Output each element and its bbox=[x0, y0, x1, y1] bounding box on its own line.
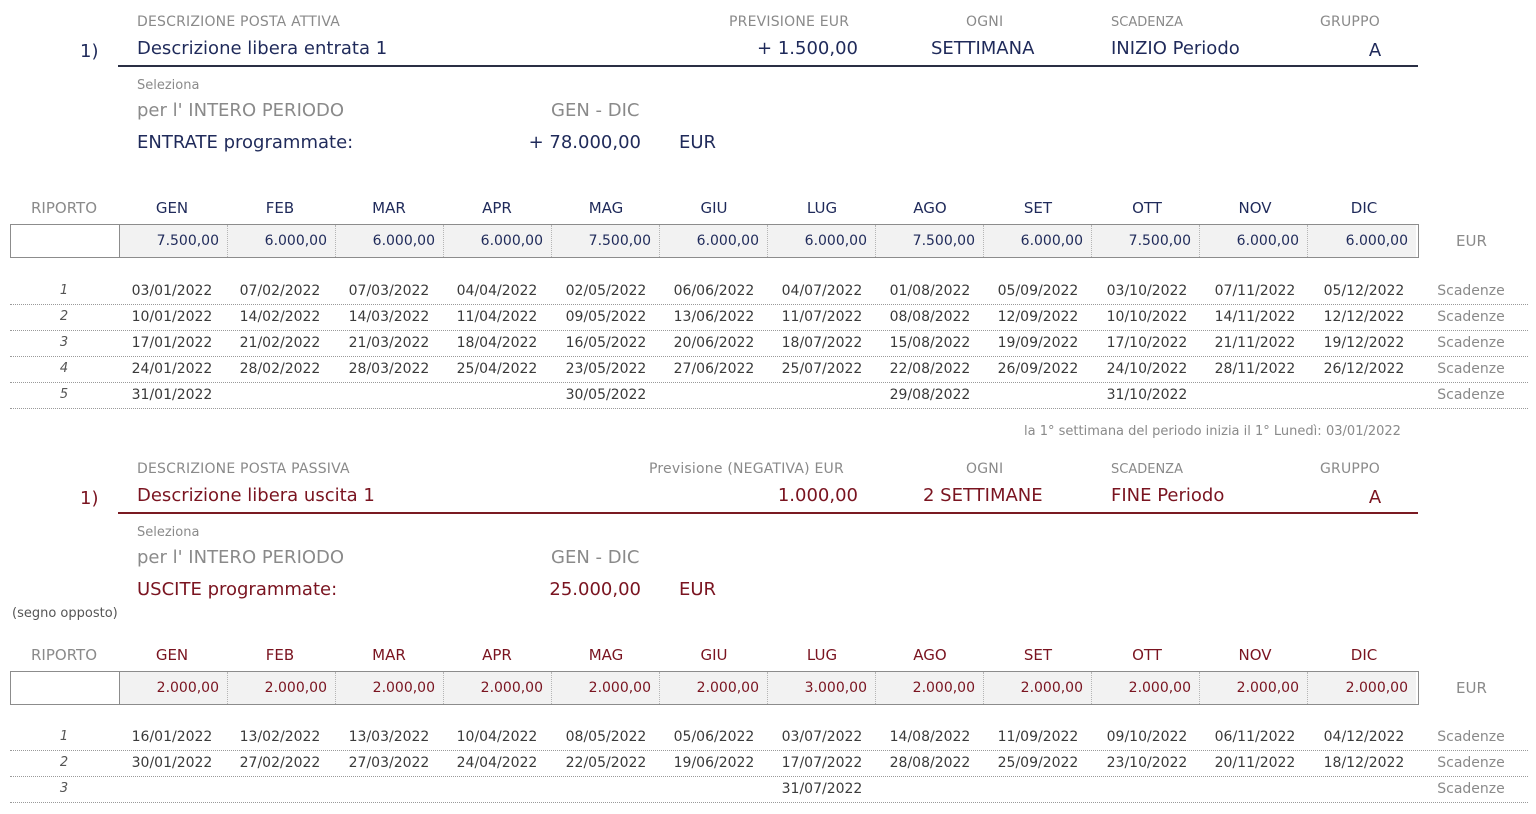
descrizione-attiva-label: DESCRIZIONE POSTA ATTIVA bbox=[137, 14, 341, 30]
uscite-currency: EUR bbox=[679, 579, 717, 600]
due-date: 28/03/2022 bbox=[348, 361, 430, 377]
scadenza-label: SCADENZA bbox=[1111, 462, 1183, 477]
due-date: 22/08/2022 bbox=[889, 361, 971, 377]
month-dic: DIC bbox=[1350, 646, 1378, 664]
amount-cell[interactable]: 2.000,00 bbox=[336, 672, 444, 704]
due-date: 18/04/2022 bbox=[456, 335, 538, 351]
previsione-field[interactable]: 1.000,00 bbox=[777, 485, 858, 506]
due-date: 13/02/2022 bbox=[239, 729, 321, 745]
due-date: 14/08/2022 bbox=[889, 729, 971, 745]
due-date: 24/04/2022 bbox=[456, 755, 538, 771]
ogni-select[interactable]: 2 SETTIMANE bbox=[923, 485, 1043, 506]
due-date: 21/02/2022 bbox=[239, 335, 321, 351]
due-date: 19/06/2022 bbox=[673, 755, 755, 771]
monthly-amounts-row bbox=[10, 224, 1419, 258]
due-date: 11/09/2022 bbox=[997, 729, 1079, 745]
due-date: 08/08/2022 bbox=[889, 309, 971, 325]
due-date: 23/10/2022 bbox=[1106, 755, 1188, 771]
amount-cell[interactable]: 6.000,00 bbox=[768, 225, 876, 257]
month-feb: FEB bbox=[265, 199, 295, 217]
month-giu: GIU bbox=[700, 646, 728, 664]
gruppo-label: GRUPPO bbox=[1320, 461, 1380, 477]
due-date: 28/08/2022 bbox=[889, 755, 971, 771]
due-date: 30/01/2022 bbox=[131, 755, 213, 771]
gruppo-label: GRUPPO bbox=[1320, 14, 1380, 30]
amount-cell[interactable]: 3.000,00 bbox=[768, 672, 876, 704]
gruppo-select[interactable]: A bbox=[1368, 487, 1382, 508]
due-date: 21/03/2022 bbox=[348, 335, 430, 351]
due-date: 27/03/2022 bbox=[348, 755, 430, 771]
due-date: 31/07/2022 bbox=[781, 781, 863, 797]
previsione-negativa-label: Previsione (NEGATIVA) EUR bbox=[649, 461, 844, 477]
due-date: 12/09/2022 bbox=[997, 309, 1079, 325]
month-nov: NOV bbox=[1238, 199, 1272, 217]
scadenze-link[interactable]: Scadenze bbox=[1437, 361, 1505, 377]
amount-cell[interactable]: 6.000,00 bbox=[444, 225, 552, 257]
riporto-label: RIPORTO bbox=[31, 199, 97, 217]
month-set: SET bbox=[1023, 646, 1053, 664]
due-date: 31/01/2022 bbox=[131, 387, 213, 403]
amount-cell[interactable]: 7.500,00 bbox=[552, 225, 660, 257]
previsione-field[interactable]: + 1.500,00 bbox=[757, 38, 858, 59]
due-date: 05/09/2022 bbox=[997, 283, 1079, 299]
amount-cell[interactable]: 6.000,00 bbox=[1308, 225, 1416, 257]
ogni-label: OGNI bbox=[966, 461, 1004, 477]
month-mag: MAG bbox=[588, 646, 624, 664]
scadenza-select[interactable]: INIZIO Periodo bbox=[1111, 38, 1240, 59]
due-date: 20/11/2022 bbox=[1214, 755, 1296, 771]
item-index: 1) bbox=[80, 41, 99, 62]
amount-cell[interactable]: 2.000,00 bbox=[444, 672, 552, 704]
row-index: 5 bbox=[59, 387, 69, 402]
month-set: SET bbox=[1023, 199, 1053, 217]
scadenze-link[interactable]: Scadenze bbox=[1437, 283, 1505, 299]
row-index: 1 bbox=[59, 283, 69, 298]
amount-cell[interactable]: 6.000,00 bbox=[984, 225, 1092, 257]
due-date: 12/12/2022 bbox=[1323, 309, 1405, 325]
due-date: 25/07/2022 bbox=[781, 361, 863, 377]
uscite-programmate-label: USCITE programmate: bbox=[137, 579, 338, 600]
schedule-row bbox=[10, 278, 1528, 305]
due-date: 05/12/2022 bbox=[1323, 283, 1405, 299]
schedule-row bbox=[10, 750, 1528, 777]
divider bbox=[118, 512, 1418, 514]
month-gen: GEN bbox=[155, 199, 189, 217]
amount-cell[interactable]: 2.000,00 bbox=[552, 672, 660, 704]
schedule-row bbox=[10, 356, 1528, 383]
due-date: 01/08/2022 bbox=[889, 283, 971, 299]
amount-cell[interactable]: 2.000,00 bbox=[876, 672, 984, 704]
row-index: 2 bbox=[59, 309, 69, 324]
due-date: 31/10/2022 bbox=[1106, 387, 1188, 403]
due-date: 25/09/2022 bbox=[997, 755, 1079, 771]
schedule-row bbox=[10, 304, 1528, 331]
due-date: 14/11/2022 bbox=[1214, 309, 1296, 325]
due-date: 06/11/2022 bbox=[1214, 729, 1296, 745]
month-ago: AGO bbox=[913, 199, 947, 217]
schedule-row bbox=[10, 330, 1528, 357]
month-ott: OTT bbox=[1132, 199, 1162, 217]
amounts-currency: EUR bbox=[1456, 679, 1487, 697]
due-date: 16/01/2022 bbox=[131, 729, 213, 745]
riporto-input[interactable] bbox=[11, 672, 120, 704]
row-index: 3 bbox=[59, 781, 69, 796]
due-date: 23/05/2022 bbox=[565, 361, 647, 377]
amount-cell[interactable]: 2.000,00 bbox=[660, 672, 768, 704]
amount-cell[interactable]: 2.000,00 bbox=[984, 672, 1092, 704]
due-date: 10/04/2022 bbox=[456, 729, 538, 745]
item-index: 1) bbox=[80, 488, 99, 509]
row-index: 3 bbox=[59, 335, 69, 350]
schedule-row bbox=[10, 382, 1528, 409]
entrate-currency: EUR bbox=[679, 132, 717, 153]
due-date: 11/04/2022 bbox=[456, 309, 538, 325]
due-date: 07/03/2022 bbox=[348, 283, 430, 299]
due-date: 27/06/2022 bbox=[673, 361, 755, 377]
first-week-note: la 1° settimana del periodo inizia il 1° Lunedì: bbox=[1024, 424, 1322, 439]
due-date: 26/12/2022 bbox=[1323, 361, 1405, 377]
due-date: 16/05/2022 bbox=[565, 335, 647, 351]
riporto-label: RIPORTO bbox=[31, 646, 97, 664]
amount-cell[interactable]: 6.000,00 bbox=[660, 225, 768, 257]
divider bbox=[118, 65, 1418, 67]
amount-cell[interactable]: 7.500,00 bbox=[120, 225, 228, 257]
due-date: 28/02/2022 bbox=[239, 361, 321, 377]
due-date: 11/07/2022 bbox=[781, 309, 863, 325]
amount-cell[interactable]: 2.000,00 bbox=[1092, 672, 1200, 704]
periodo-select[interactable]: per l' INTERO PERIODO bbox=[137, 100, 345, 121]
due-date: 27/02/2022 bbox=[239, 755, 321, 771]
due-date: 03/10/2022 bbox=[1106, 283, 1188, 299]
due-date: 14/02/2022 bbox=[239, 309, 321, 325]
due-date: 20/06/2022 bbox=[673, 335, 755, 351]
due-date: 17/01/2022 bbox=[131, 335, 213, 351]
previsione-label: PREVISIONE EUR bbox=[729, 14, 850, 30]
segno-opposto-note: (segno opposto) bbox=[12, 606, 118, 621]
due-date: 07/11/2022 bbox=[1214, 283, 1296, 299]
row-index: 2 bbox=[59, 755, 69, 770]
due-date: 29/08/2022 bbox=[889, 387, 971, 403]
month-apr: APR bbox=[482, 646, 512, 664]
amount-cell[interactable]: 2.000,00 bbox=[1308, 672, 1416, 704]
month-ott: OTT bbox=[1132, 646, 1162, 664]
amount-cell[interactable]: 7.500,00 bbox=[1092, 225, 1200, 257]
entrate-programmate-label: ENTRATE programmate: bbox=[137, 132, 354, 153]
scadenze-link[interactable]: Scadenze bbox=[1437, 335, 1505, 351]
seleziona-label: Seleziona bbox=[137, 78, 200, 93]
scadenza-select[interactable]: FINE Periodo bbox=[1111, 485, 1225, 506]
month-feb: FEB bbox=[265, 646, 295, 664]
due-date: 21/11/2022 bbox=[1214, 335, 1296, 351]
scadenze-link[interactable]: Scadenze bbox=[1437, 781, 1505, 797]
descrizione-uscita-field[interactable]: Descrizione libera uscita 1 bbox=[137, 485, 375, 506]
due-date: 03/07/2022 bbox=[781, 729, 863, 745]
due-date: 15/08/2022 bbox=[889, 335, 971, 351]
schedule-row bbox=[10, 776, 1528, 803]
month-dic: DIC bbox=[1350, 199, 1378, 217]
periodo-select[interactable]: per l' INTERO PERIODO bbox=[137, 547, 345, 568]
month-giu: GIU bbox=[700, 199, 728, 217]
due-date: 22/05/2022 bbox=[565, 755, 647, 771]
month-mag: MAG bbox=[588, 199, 624, 217]
amount-cell[interactable]: 2.000,00 bbox=[120, 672, 228, 704]
amount-cell[interactable]: 2.000,00 bbox=[228, 672, 336, 704]
due-date: 06/06/2022 bbox=[673, 283, 755, 299]
month-ago: AGO bbox=[913, 646, 947, 664]
amount-cell[interactable]: 6.000,00 bbox=[336, 225, 444, 257]
due-date: 18/12/2022 bbox=[1323, 755, 1405, 771]
due-date: 10/10/2022 bbox=[1106, 309, 1188, 325]
due-date: 04/07/2022 bbox=[781, 283, 863, 299]
due-date: 14/03/2022 bbox=[348, 309, 430, 325]
riporto-input[interactable] bbox=[11, 225, 120, 257]
scadenza-label: SCADENZA bbox=[1111, 15, 1183, 30]
due-date: 05/06/2022 bbox=[673, 729, 755, 745]
due-date: 04/04/2022 bbox=[456, 283, 538, 299]
month-lug: LUG bbox=[806, 646, 838, 664]
month-nov: NOV bbox=[1238, 646, 1272, 664]
due-date: 28/11/2022 bbox=[1214, 361, 1296, 377]
scadenze-link[interactable]: Scadenze bbox=[1437, 729, 1505, 745]
month-mar: MAR bbox=[372, 646, 406, 664]
scadenze-link[interactable]: Scadenze bbox=[1437, 309, 1505, 325]
uscite-programmate-value: 25.000,00 bbox=[549, 579, 641, 600]
due-date: 18/07/2022 bbox=[781, 335, 863, 351]
due-date: 25/04/2022 bbox=[456, 361, 538, 377]
due-date: 13/03/2022 bbox=[348, 729, 430, 745]
ogni-label: OGNI bbox=[966, 14, 1004, 30]
monthly-amounts-row bbox=[10, 671, 1419, 705]
due-date: 02/05/2022 bbox=[565, 283, 647, 299]
due-date: 10/01/2022 bbox=[131, 309, 213, 325]
due-date: 03/01/2022 bbox=[131, 283, 213, 299]
descrizione-passiva-label: DESCRIZIONE POSTA PASSIVA bbox=[137, 461, 350, 477]
periodo-range: GEN - DIC bbox=[551, 100, 640, 121]
due-date: 08/05/2022 bbox=[565, 729, 647, 745]
row-index: 1 bbox=[59, 729, 69, 744]
due-date: 09/05/2022 bbox=[565, 309, 647, 325]
amount-cell[interactable]: 6.000,00 bbox=[1200, 225, 1308, 257]
due-date: 07/02/2022 bbox=[239, 283, 321, 299]
due-date: 13/06/2022 bbox=[673, 309, 755, 325]
schedule-row bbox=[10, 724, 1528, 751]
scadenze-link[interactable]: Scadenze bbox=[1437, 387, 1505, 403]
due-date: 26/09/2022 bbox=[997, 361, 1079, 377]
first-week-date: 03/01/2022 bbox=[1326, 424, 1401, 439]
scadenze-link[interactable]: Scadenze bbox=[1437, 755, 1505, 771]
due-date: 17/07/2022 bbox=[781, 755, 863, 771]
amount-cell[interactable]: 2.000,00 bbox=[1200, 672, 1308, 704]
due-date: 30/05/2022 bbox=[565, 387, 647, 403]
due-date: 04/12/2022 bbox=[1323, 729, 1405, 745]
due-date: 24/10/2022 bbox=[1106, 361, 1188, 377]
due-date: 17/10/2022 bbox=[1106, 335, 1188, 351]
amount-cell[interactable]: 7.500,00 bbox=[876, 225, 984, 257]
seleziona-label: Seleziona bbox=[137, 525, 200, 540]
month-lug: LUG bbox=[806, 199, 838, 217]
due-date: 19/09/2022 bbox=[997, 335, 1079, 351]
due-date: 24/01/2022 bbox=[131, 361, 213, 377]
periodo-range: GEN - DIC bbox=[551, 547, 640, 568]
due-date: 19/12/2022 bbox=[1323, 335, 1405, 351]
row-index: 4 bbox=[59, 361, 69, 376]
month-apr: APR bbox=[482, 199, 512, 217]
amount-cell[interactable]: 6.000,00 bbox=[228, 225, 336, 257]
ogni-select[interactable]: SETTIMANA bbox=[931, 38, 1035, 59]
month-mar: MAR bbox=[372, 199, 406, 217]
descrizione-entrata-field[interactable]: Descrizione libera entrata 1 bbox=[137, 38, 388, 59]
due-date: 09/10/2022 bbox=[1106, 729, 1188, 745]
entrate-programmate-value: + 78.000,00 bbox=[528, 132, 641, 153]
amounts-currency: EUR bbox=[1456, 232, 1487, 250]
month-gen: GEN bbox=[155, 646, 189, 664]
gruppo-select[interactable]: A bbox=[1368, 40, 1382, 61]
